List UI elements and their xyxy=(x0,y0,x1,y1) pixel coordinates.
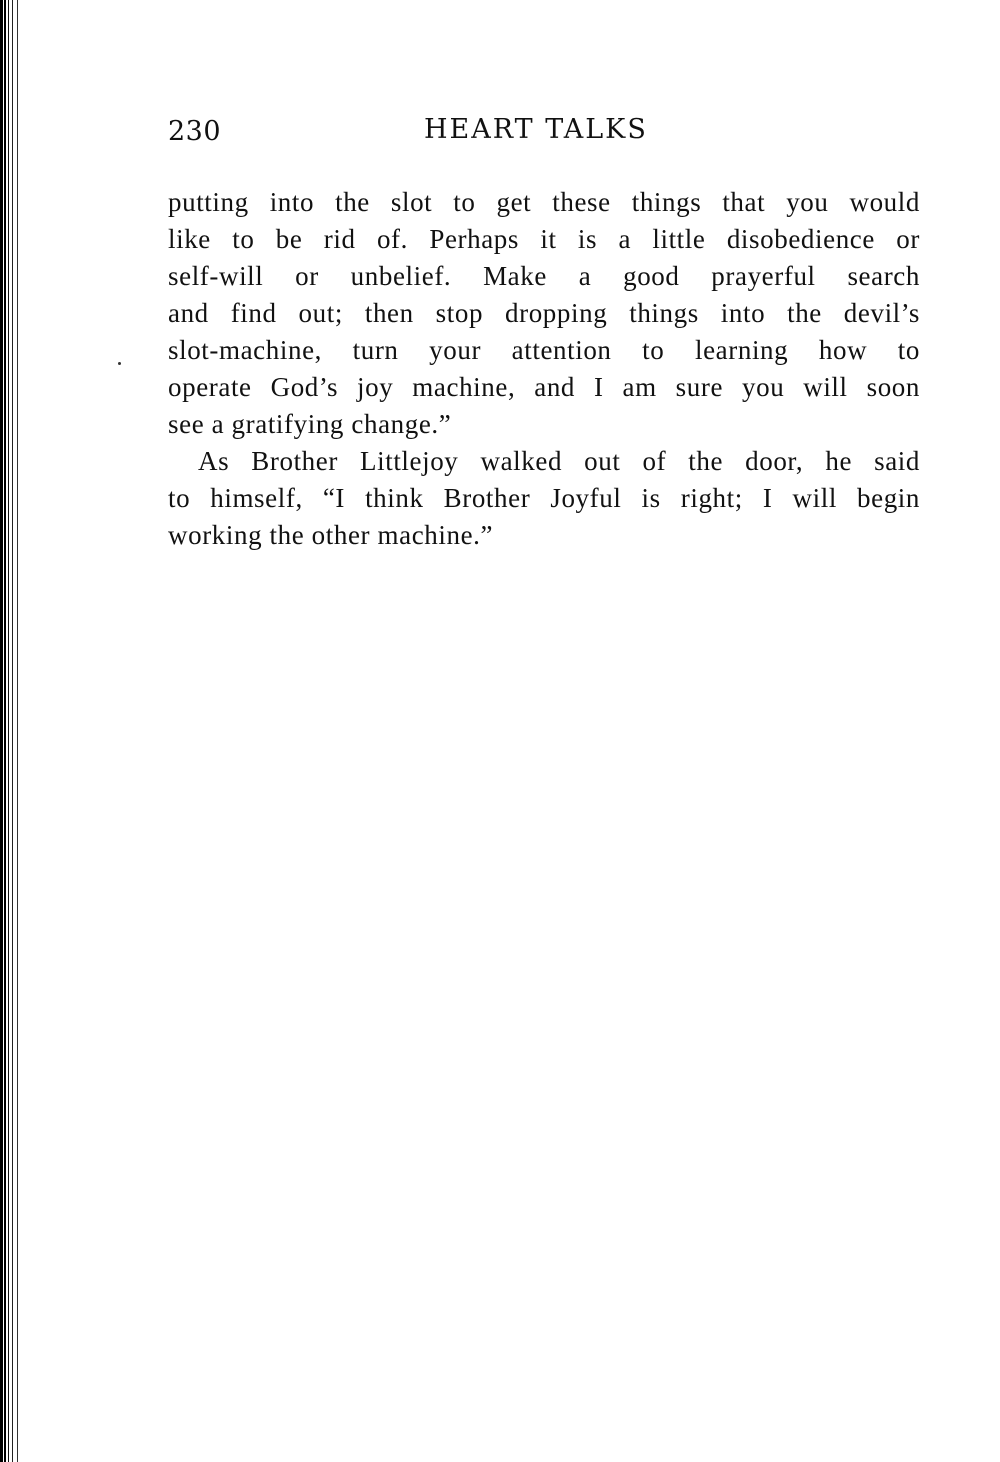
text-line: and find out; then stop dropping things into the devil’s xyxy=(168,298,920,328)
text-line: slot-machine, turn your attention to learning how to xyxy=(168,335,920,365)
page-number: 230 xyxy=(168,116,222,147)
text-line: see a gratifying change.” xyxy=(168,409,452,439)
text-line: like to be rid of. Perhaps it is a little disobedience or xyxy=(168,224,920,254)
binding-edge xyxy=(0,0,22,1462)
text-line: As Brother Littlejoy walked out of the door, he said xyxy=(198,446,920,476)
text-line: to himself, “I think Brother Joyful is right; I will begin xyxy=(168,483,920,513)
paragraph xyxy=(168,184,920,443)
page-header xyxy=(168,112,920,152)
text-line: putting into the slot to get these things that you would xyxy=(168,187,920,217)
text-line: operate God’s joy machine, and I am sure you will soon xyxy=(168,372,920,402)
running-head: HEART TALKS xyxy=(424,114,648,145)
body-text xyxy=(168,184,920,554)
print-speck xyxy=(118,362,121,365)
paragraph xyxy=(168,443,920,554)
text-line: working the other machine.” xyxy=(168,520,494,550)
text-line: self-will or unbelief. Make a good prayerful search xyxy=(168,261,920,291)
